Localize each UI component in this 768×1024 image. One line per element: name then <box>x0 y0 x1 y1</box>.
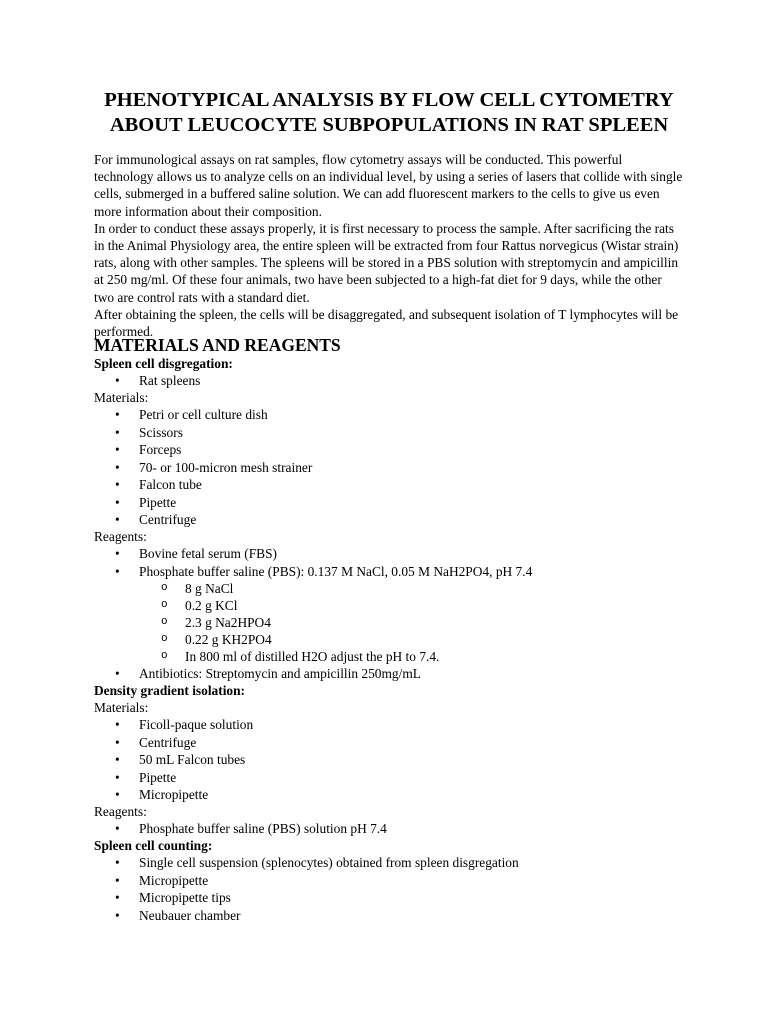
circle-bullet-icon: o <box>161 616 168 628</box>
bullet-icon: • <box>115 495 120 510</box>
intro-paragraph-2: In order to conduct these assays properly, it is first necessary to process the sample. After sacrificing the rats in the Animal Physiology area, the entire spleen will be extracted from four Rattus norvegicus (Wistar strain) rats, along with other samples. The spleens will be stored in a PBS solution with streptomycin and ampicillin at 250 mg/ml. Of these four animals, two have been subjected to a high-fat diet for 9 days, while the other two are control rats with a standard diet. <box>94 220 679 305</box>
bullet-icon: • <box>115 821 120 836</box>
title-line-1: PHENOTYPICAL ANALYSIS BY FLOW CELL CYTOMETRY <box>104 89 674 111</box>
circle-bullet-icon: o <box>161 599 168 611</box>
bullet-icon: • <box>115 873 120 888</box>
materials-label: Materials: <box>94 390 149 405</box>
circle-bullet-icon: o <box>161 650 168 662</box>
subheading-cell-counting: Spleen cell counting: <box>94 838 213 853</box>
bullet-icon: • <box>115 890 120 905</box>
bullet-icon: • <box>115 752 120 767</box>
bullet-icon: • <box>115 407 120 422</box>
circle-bullet-icon: o <box>161 582 168 594</box>
reagents-label: Reagents: <box>94 529 147 544</box>
bullet-icon: • <box>115 908 120 923</box>
intro-paragraph-3: After obtaining the spleen, the cells will be disaggregated, and subsequent isolation of T lymphocytes will be performed. <box>94 306 679 340</box>
bullet-icon: • <box>115 373 120 388</box>
bullet-icon: • <box>115 425 120 440</box>
bullet-icon: • <box>115 855 120 870</box>
bullet-icon: • <box>115 666 120 681</box>
bullet-icon: • <box>115 564 120 579</box>
bullet-icon: • <box>115 477 120 492</box>
subheading-spleen-disgregation: Spleen cell disgregation: <box>94 356 233 371</box>
materials-label: Materials: <box>94 700 149 715</box>
document-title <box>82 88 696 138</box>
bullet-icon: • <box>115 770 120 785</box>
circle-bullet-icon: o <box>161 633 168 645</box>
subheading-density-gradient: Density gradient isolation: <box>94 683 246 698</box>
reagents-label: Reagents: <box>94 804 147 819</box>
section-heading-materials-reagents: MATERIALS AND REAGENTS <box>94 335 341 355</box>
bullet-icon: • <box>115 442 120 457</box>
intro-paragraph-1: For immunological assays on rat samples, flow cytometry assays will be conducted. This powerful technology allows us to analyze cells on an individual level, by using a series of lasers that collide with single cells, submerged in a buffered saline solution. We can add fluorescent markers to the cells to give us even more information about their composition. <box>94 152 683 219</box>
bullet-icon: • <box>115 717 120 732</box>
bullet-icon: • <box>115 546 120 561</box>
bullet-icon: • <box>115 460 120 475</box>
introduction <box>94 151 684 340</box>
title-line-2: ABOUT LEUCOCYTE SUBPOPULATIONS IN RAT SPLEEN <box>109 114 669 136</box>
bullet-icon: • <box>115 512 120 527</box>
bullet-icon: • <box>115 787 120 802</box>
bullet-icon: • <box>115 735 120 750</box>
